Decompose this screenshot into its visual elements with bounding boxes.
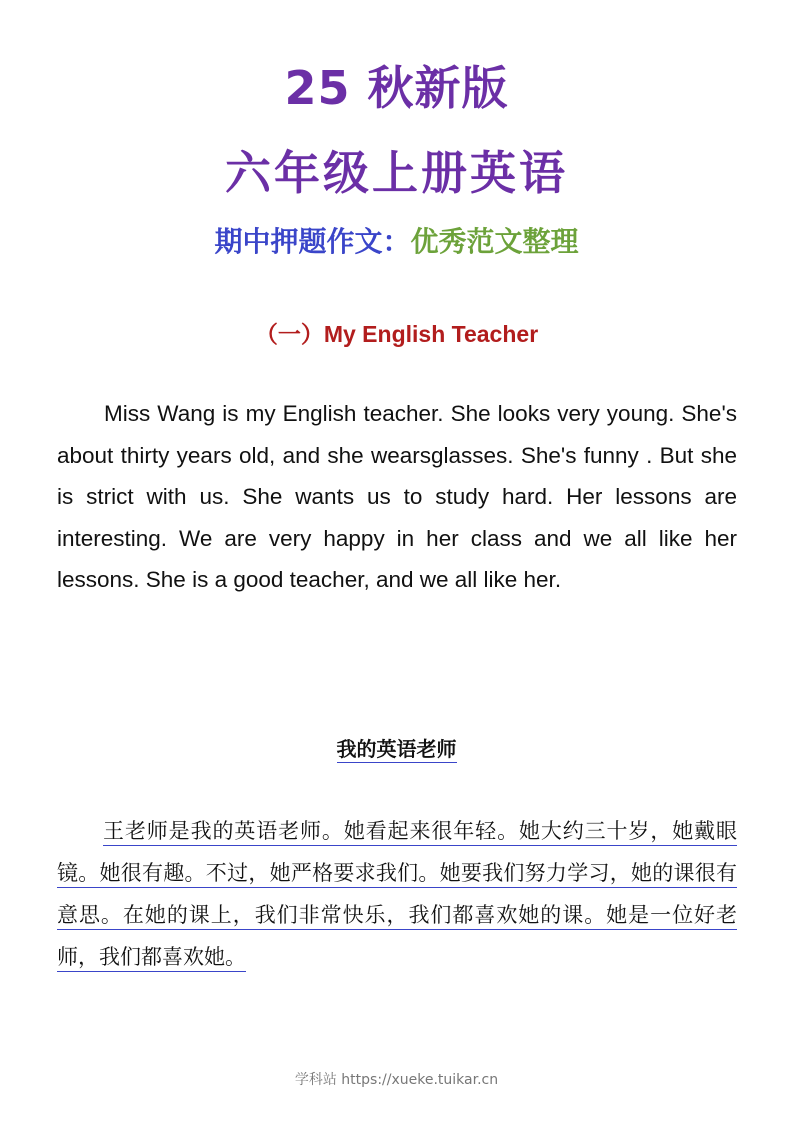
subtitle-part-1: 期中押题作文： [214,225,411,258]
subtitle-part-2: 优秀范文整理 [410,225,579,258]
english-essay: Miss Wang is my English teacher. She looks very young. She's about thirty years old, and she wearsglasses. She's funny . But she is strict with us. She wants us to study hard. Her lessons are interesting. We are very happy in her class and we all like her lessons. She is a good teacher, and we all like her. [57,401,737,592]
footer-watermark: 学科站 https://xueke.tuikar.cn [294,1072,499,1088]
title-line-2: 六年级上册英语 [225,146,568,200]
subtitle [0,220,793,260]
chinese-essay-text: 王老师是我的英语老师。她看起来很年轻。她大约三十岁，她戴眼镜。她很有趣。不过，她严格要求我们。她要我们努力学习，她的课很有意思。在她的课上，我们非常快乐，我们都喜欢她的课。她是一位好老师，我们都喜欢她。 [57,819,737,972]
chinese-essay-title [0,733,793,762]
chinese-title-text: 我的英语老师 [336,737,457,761]
chinese-essay [57,810,737,978]
title-line-1: 25 秋新版 [284,61,509,115]
section-heading: （一）My English Teacher [254,321,539,347]
